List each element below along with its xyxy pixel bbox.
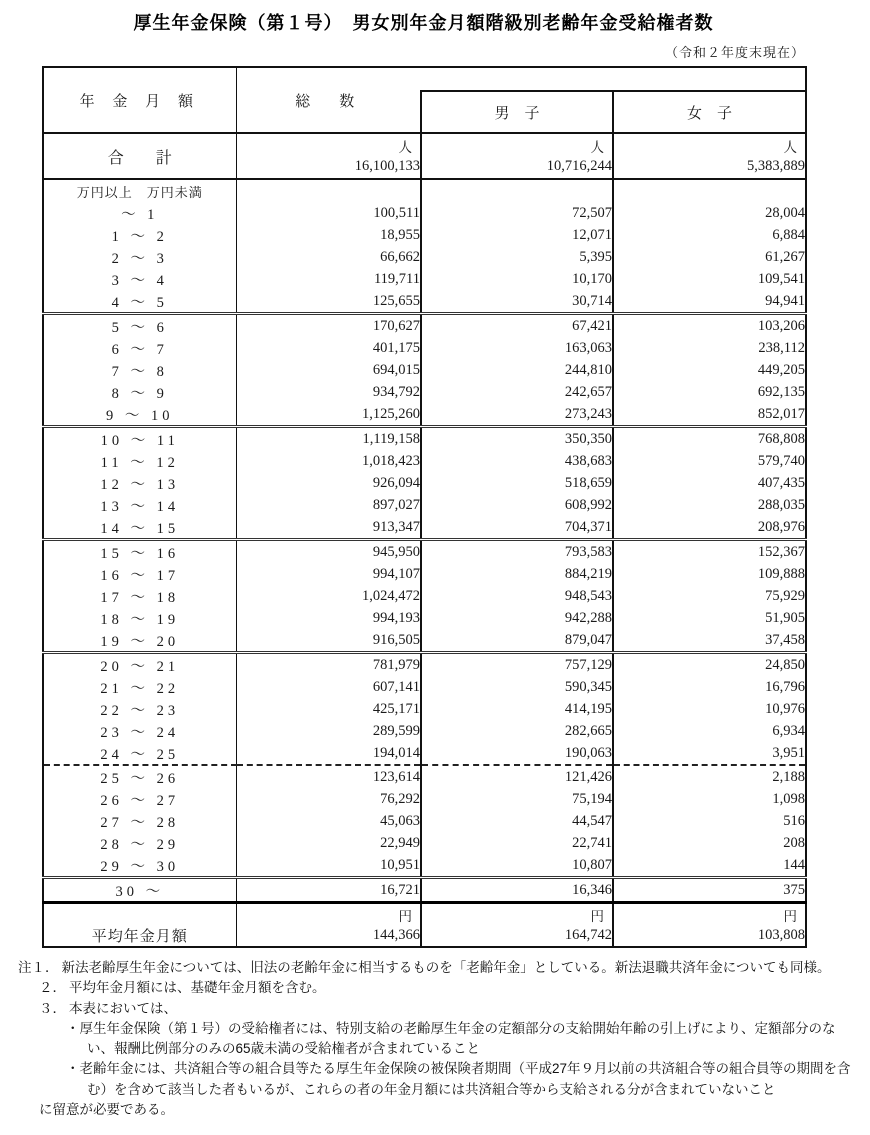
unit-yen: 円: [590, 908, 604, 924]
total-cell: 66,662: [236, 246, 421, 268]
male-cell: 10,807: [421, 854, 613, 878]
table-row: [43, 314, 806, 338]
male-cell: 350,350: [421, 427, 613, 451]
table-row: [43, 832, 806, 854]
table-row: [43, 450, 806, 472]
table-row: [43, 854, 806, 878]
note-1: [18, 958, 860, 978]
total-cell: 18,955: [236, 224, 421, 246]
table-row: [43, 607, 806, 629]
table-row: [43, 268, 806, 290]
average-label: 平均年金月額: [43, 903, 236, 948]
male-cell: 190,063: [421, 742, 613, 765]
female-cell: 3,951: [772, 744, 805, 761]
unit-yen: 円: [398, 908, 412, 924]
total-label: 合 計: [43, 133, 236, 179]
male-cell: 879,047: [421, 629, 613, 653]
as-of-date: （令和２年度末現在）: [664, 45, 805, 60]
male-cell: 704,371: [421, 516, 613, 540]
table-row: [43, 516, 806, 540]
male-cell: 948,543: [421, 585, 613, 607]
female-cell: 208: [783, 834, 805, 851]
table-row: [43, 202, 806, 224]
average-female-cell: [613, 903, 806, 948]
note-3: [39, 999, 860, 1019]
female-cell: 2,188: [613, 765, 806, 788]
average-female-value: 103,808: [757, 926, 805, 943]
female-cell: 1,098: [772, 790, 805, 807]
total-cell: 934,792: [236, 381, 421, 403]
range-cell: 17 ～ 18: [43, 585, 236, 607]
total-cell: 22,949: [236, 832, 421, 854]
female-cell: 449,205: [757, 361, 805, 378]
male-cell: 72,507: [421, 202, 613, 224]
unit-people: 人: [590, 139, 604, 155]
total-cell: 916,505: [236, 629, 421, 653]
male-cell: 884,219: [421, 563, 613, 585]
total-cell: 100,511: [236, 202, 421, 224]
range-cell: 1 ～ 2: [43, 224, 236, 246]
range-cell: 8 ～ 9: [43, 381, 236, 403]
male-cell: 590,345: [421, 676, 613, 698]
total-cell: 994,193: [236, 607, 421, 629]
range-cell: 13 ～ 14: [43, 494, 236, 516]
female-cell: 692,135: [757, 383, 805, 400]
range-cell: ～ 1: [43, 202, 236, 224]
range-cell: 15 ～ 16: [43, 540, 236, 564]
male-cell: 414,195: [421, 698, 613, 720]
total-cell: 16,721: [236, 878, 421, 903]
female-cell: 6,934: [772, 722, 805, 739]
male-cell: 793,583: [421, 540, 613, 564]
male-cell: 438,683: [421, 450, 613, 472]
male-cell: 273,243: [421, 403, 613, 427]
range-cell: 10 ～ 11: [43, 427, 236, 451]
range-cell: 18 ～ 19: [43, 607, 236, 629]
female-cell: 6,884: [772, 226, 805, 243]
total-cell: 781,979: [236, 653, 421, 677]
range-cell: 5 ～ 6: [43, 314, 236, 338]
male-cell: 12,071: [421, 224, 613, 246]
male-cell: 44,547: [421, 810, 613, 832]
unit-yen: 円: [783, 908, 797, 924]
table-row: [43, 676, 806, 698]
note-2: [39, 978, 860, 998]
header-female: 女 子: [613, 91, 806, 133]
class-rows-section: [43, 179, 806, 903]
total-cell: 913,347: [236, 516, 421, 540]
table-row: [43, 427, 806, 451]
average-all-cell: [236, 903, 421, 948]
total-cell: 170,627: [236, 314, 421, 338]
table-row: [43, 472, 806, 494]
male-cell: 30,714: [421, 290, 613, 314]
total-cell: 425,171: [236, 698, 421, 720]
note-1-label: 注１．: [18, 960, 59, 975]
footnotes: [18, 958, 860, 1120]
female-cell: 208,976: [757, 518, 805, 535]
range-cell: 7 ～ 8: [43, 359, 236, 381]
female-cell: 516: [783, 812, 805, 829]
female-cell: 16,796: [765, 678, 805, 695]
total-row: [43, 133, 806, 179]
range-cell: 6 ～ 7: [43, 337, 236, 359]
range-cell: 9 ～ 10: [43, 403, 236, 427]
average-male-value: 164,742: [564, 926, 612, 943]
empty-cell: [613, 179, 806, 202]
table-row: [43, 290, 806, 314]
male-cell: 163,063: [421, 337, 613, 359]
range-cell: 16 ～ 17: [43, 563, 236, 585]
female-cell: 579,740: [757, 452, 805, 469]
range-cell: 22 ～ 23: [43, 698, 236, 720]
total-cell: 10,951: [236, 854, 421, 878]
total-section: [43, 133, 806, 179]
female-cell: 103,206: [613, 314, 806, 338]
table-row: [43, 653, 806, 677]
table-row: [43, 359, 806, 381]
range-cell: 2 ～ 3: [43, 246, 236, 268]
table-row: [43, 403, 806, 427]
range-cell: 28 ～ 29: [43, 832, 236, 854]
male-cell: 10,170: [421, 268, 613, 290]
male-cell: 244,810: [421, 359, 613, 381]
female-cell: 61,267: [765, 248, 805, 265]
average-row: [43, 903, 806, 948]
table-header: [43, 67, 806, 133]
female-cell: 109,888: [757, 565, 805, 582]
total-female-cell: [613, 133, 806, 179]
total-cell: 694,015: [236, 359, 421, 381]
total-cell: 1,018,423: [236, 450, 421, 472]
note-3-closing: に留意が必要である。: [39, 1101, 174, 1117]
range-cell: 21 ～ 22: [43, 676, 236, 698]
header-male: 男 子: [421, 91, 613, 133]
note-2-text: 平均年金月額には、基礎年金月額を含む。: [69, 980, 326, 996]
total-male-cell: [421, 133, 613, 179]
range-cell: 26 ～ 27: [43, 788, 236, 810]
note-1-text: 新法老齢厚生年金については、旧法の老齢年金に相当するものを「老齢年金」としている。新法退職共済年金についても同様。: [61, 960, 831, 975]
total-cell: 76,292: [236, 788, 421, 810]
table-row: [43, 246, 806, 268]
male-cell: 16,346: [421, 878, 613, 903]
range-cell: 27 ～ 28: [43, 810, 236, 832]
header-range: 年 金 月 額: [43, 67, 236, 133]
table-row: [43, 720, 806, 742]
female-cell: 768,808: [613, 427, 806, 451]
total-cell: 945,950: [236, 540, 421, 564]
range-unit-row: [43, 179, 806, 202]
pension-table: [42, 66, 807, 948]
male-cell: 757,129: [421, 653, 613, 677]
range-cell: 25 ～ 26: [43, 765, 236, 788]
range-cell: 23 ～ 24: [43, 720, 236, 742]
note-2-label: ２．: [39, 980, 66, 996]
table-row: [43, 381, 806, 403]
total-cell: 1,119,158: [236, 427, 421, 451]
note-3-label: ３．: [39, 1000, 66, 1016]
table-row: [43, 337, 806, 359]
table-row: [43, 698, 806, 720]
range-cell: 24 ～ 25: [43, 742, 236, 765]
total-cell: 1,125,260: [236, 403, 421, 427]
female-cell: 375: [613, 878, 806, 903]
total-cell: 289,599: [236, 720, 421, 742]
male-cell: 282,665: [421, 720, 613, 742]
male-cell: 608,992: [421, 494, 613, 516]
female-cell: 28,004: [765, 204, 805, 221]
range-cell: 30 ～: [43, 878, 236, 903]
unit-people: 人: [783, 139, 797, 155]
note-3-text: 本表においては、: [69, 1000, 177, 1016]
total-all-value: 16,100,133: [354, 157, 420, 174]
male-cell: 121,426: [421, 765, 613, 788]
total-all-cell: [236, 133, 421, 179]
table-row: [43, 810, 806, 832]
table-row: [43, 494, 806, 516]
male-cell: 518,659: [421, 472, 613, 494]
male-cell: 942,288: [421, 607, 613, 629]
range-cell: 14 ～ 15: [43, 516, 236, 540]
header-gap: [421, 67, 806, 91]
female-cell: 238,112: [758, 339, 805, 356]
female-cell: 109,541: [757, 270, 805, 287]
table-row: [43, 878, 806, 903]
note-3-bullet-2: ・老齢年金には、共済組合等の組合員等たる厚生年金保険の被保険者期間（平成27年９月以前の共済組合等の組合員等の期間を含む）を含めて該当した者もいるが、これらの者の年金月額には共済組合等から支給される分が含まれていないこと: [66, 1061, 851, 1097]
table-row: [43, 629, 806, 653]
total-cell: 994,107: [236, 563, 421, 585]
total-female-value: 5,383,889: [747, 157, 805, 174]
male-cell: 67,421: [421, 314, 613, 338]
total-cell: 125,655: [236, 290, 421, 314]
range-cell: 29 ～ 30: [43, 854, 236, 878]
range-cell: 3 ～ 4: [43, 268, 236, 290]
table-row: [43, 585, 806, 607]
range-cell: 20 ～ 21: [43, 653, 236, 677]
table-row: [43, 224, 806, 246]
total-cell: 1,024,472: [236, 585, 421, 607]
total-cell: 607,141: [236, 676, 421, 698]
range-cell: 12 ～ 13: [43, 472, 236, 494]
total-cell: 897,027: [236, 494, 421, 516]
female-cell: 75,929: [765, 587, 805, 604]
table-row: [43, 742, 806, 765]
female-cell: 144: [783, 856, 805, 873]
female-cell: 24,850: [613, 653, 806, 677]
range-cell: 4 ～ 5: [43, 290, 236, 314]
female-cell: 288,035: [757, 496, 805, 513]
total-cell: 926,094: [236, 472, 421, 494]
range-cell: 11 ～ 12: [43, 450, 236, 472]
total-cell: 194,014: [236, 742, 421, 765]
female-cell: 407,435: [757, 474, 805, 491]
female-cell: 852,017: [757, 405, 805, 422]
table-row: [43, 563, 806, 585]
male-cell: 22,741: [421, 832, 613, 854]
note-3-bullet-1: ・厚生年金保険（第１号）の受給権者には、特別支給の老齢厚生年金の定額部分の支給開始年齢の引上げにより、定額部分のない、報酬比例部分のみの65歳未満の受給権者が含まれていること: [66, 1020, 836, 1056]
female-cell: 152,367: [613, 540, 806, 564]
total-cell: 45,063: [236, 810, 421, 832]
male-cell: 5,395: [421, 246, 613, 268]
female-cell: 51,905: [765, 609, 805, 626]
average-section: [43, 903, 806, 948]
header-total: 総 数: [295, 93, 362, 110]
total-cell: 119,711: [236, 268, 421, 290]
female-cell: 10,976: [765, 700, 805, 717]
unit-people: 人: [398, 139, 412, 155]
male-cell: 242,657: [421, 381, 613, 403]
male-cell: 75,194: [421, 788, 613, 810]
page-title: 厚生年金保険（第１号） 男女別年金月額階級別老齢年金受給権者数: [133, 13, 714, 33]
average-male-cell: [421, 903, 613, 948]
total-cell: 401,175: [236, 337, 421, 359]
table-row: [43, 765, 806, 788]
range-unit-label: 万円以上 万円未満: [43, 179, 236, 202]
table-row: [43, 540, 806, 564]
header-row-1: [43, 67, 806, 91]
table-row: [43, 788, 806, 810]
average-all-value: 144,366: [372, 926, 420, 943]
total-male-value: 10,716,244: [546, 157, 612, 174]
empty-cell: [421, 179, 613, 202]
range-cell: 19 ～ 20: [43, 629, 236, 653]
female-cell: 37,458: [765, 631, 805, 648]
empty-cell: [236, 179, 421, 202]
female-cell: 94,941: [765, 292, 805, 309]
total-cell: 123,614: [236, 765, 421, 788]
